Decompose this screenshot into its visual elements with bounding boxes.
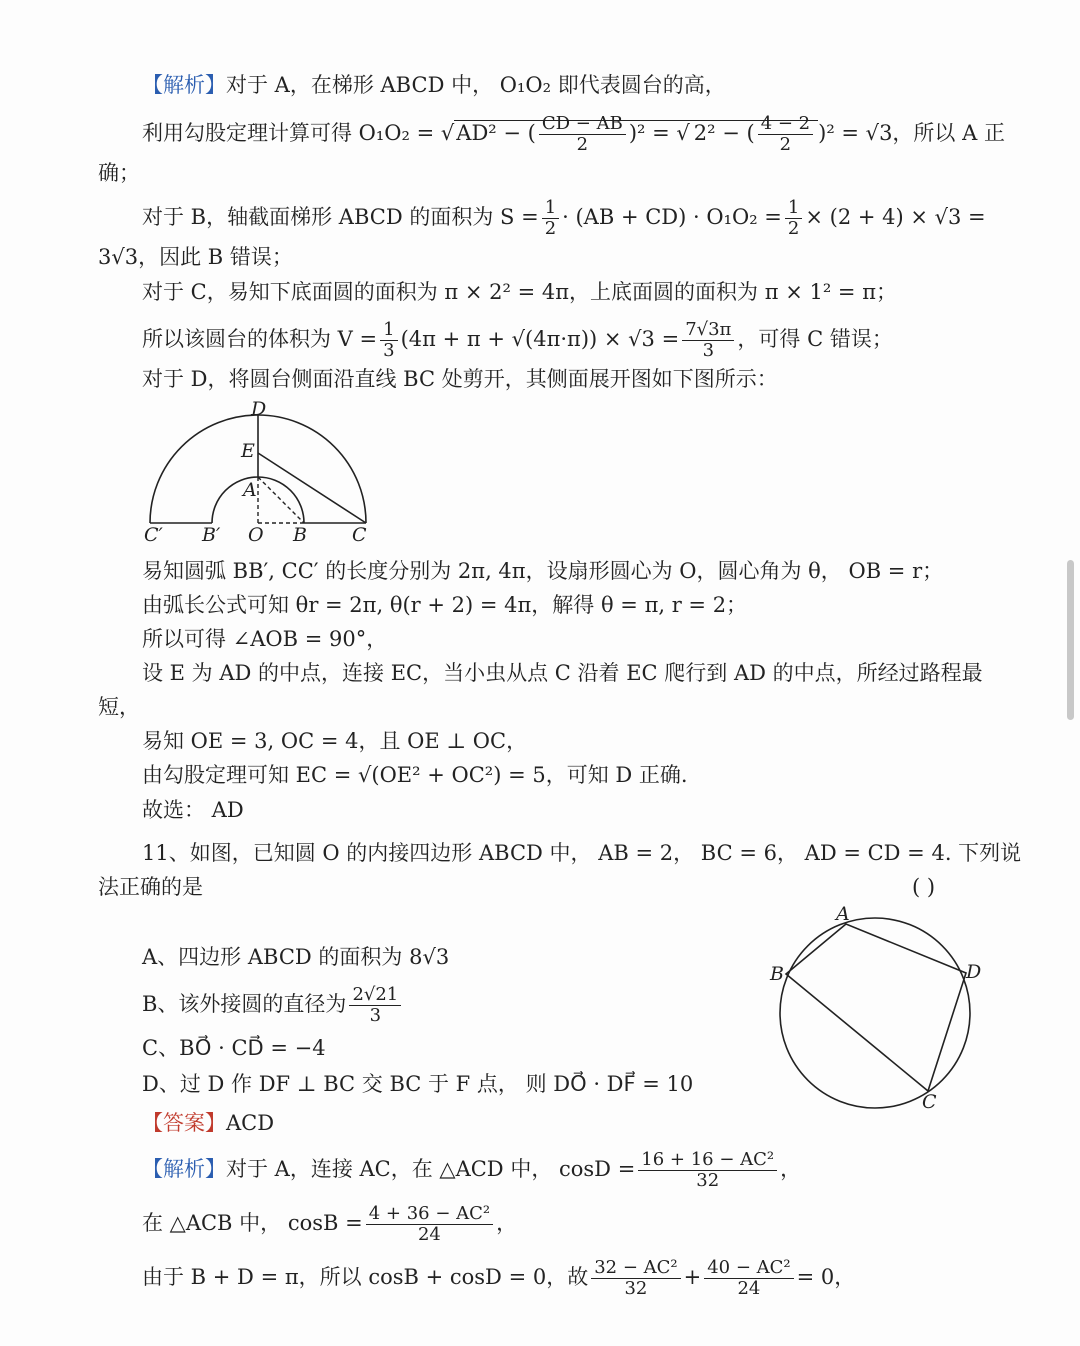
- solution-line-14: 易知 OE = 3, OC = 4，且 OE ⊥ OC，: [142, 729, 528, 753]
- segment-e-c: [258, 453, 366, 523]
- solution-line-10: 由弧长公式可知 θr = 2π, θ(r + 2) = 4π，解得 θ = π, r = 2；: [142, 593, 748, 617]
- solution-q11-line-1: 【解析】对于 A，连接 AC，在 △ACD 中， cosD = $\frac{\text{16 + 16 − AC²}}{32}$ ，: [142, 1149, 802, 1191]
- label-o: O: [248, 524, 264, 546]
- answer-parentheses: ( ): [912, 875, 936, 899]
- option-d: D、过 D 作 DF ⊥ BC 交 BC 于 F 点， 则 DO⃗ · DF⃗ = 10: [142, 1072, 694, 1096]
- solution-line-9: 易知圆弧 BB′, CC′ 的长度分别为 2π, 4π，设扇形圆心为 O，圆心角为 θ， OB = r；: [142, 559, 944, 583]
- analysis-tag: 【解析】: [142, 1157, 226, 1181]
- label-b: B: [293, 524, 307, 546]
- label-c-prime: C′: [144, 524, 163, 546]
- solution-line-15: 由勾股定理可知 EC = √(OE² + OC²) = 5，可知 D 正确.: [142, 763, 688, 787]
- label-c: C: [922, 1091, 937, 1113]
- label-a: A: [836, 903, 850, 925]
- solution-q11-line-2: 在 △ACB 中， cosB = $\frac{\text{4 + 36 − AC²}}{24}$ ，: [142, 1203, 518, 1245]
- answer-line: [142, 1108, 274, 1138]
- solution-q11-line-3: 由于 B + D = π，所以 cosB + cosD = 0，故 $\frac{\text{32 − AC²}}{32}$ + $\frac{\text{40 − AC²}}{24}$ = 0，: [142, 1257, 856, 1299]
- option-b: B、该外接圆的直径为 $\frac{2√21}{3}$: [142, 985, 404, 1026]
- quadrilateral-abcd: [786, 924, 966, 1091]
- label-a: A: [243, 479, 257, 501]
- solution-line-11: 所以可得 ∠AOB = 90°，: [142, 627, 388, 651]
- answer-tag: 【答案】: [142, 1111, 226, 1135]
- solution-line-7: 所以该圆台的体积为 V = $\frac{1}{3}$ (4π + π + √(4π·π)) × √3 = $\frac{7√3\pi}{3}$ ，可得 C 错误；: [142, 319, 893, 361]
- solution-line-3: 确；: [98, 161, 140, 185]
- option-c: C、BO⃗ · CD⃗ = −4: [142, 1036, 326, 1060]
- solution-line-5: 3√3，因此 B 错误；: [98, 245, 293, 269]
- solution-line-2: 利用勾股定理计算可得 O₁O₂ = √AD² − ( $\frac{CD - AB}{2}$ )² = √ 2² − ( $\frac{4 - 2}{2}$ )² = √3，所以 A 正: [142, 113, 1005, 155]
- vertical-scrollbar[interactable]: [1067, 560, 1074, 720]
- label-c: C: [352, 524, 367, 546]
- analysis-tag: 【解析】: [142, 73, 226, 97]
- solution-line-13: 短，: [98, 695, 140, 719]
- circumcircle: [780, 918, 970, 1108]
- label-b-prime: B′: [202, 524, 221, 546]
- solution-line-1: 【解析】对于 A，在梯形 ABCD 中， O₁O₂ 即代表圆台的高，: [142, 73, 726, 97]
- option-a: A、四边形 ABCD 的面积为 8√3: [142, 945, 450, 969]
- label-d: D: [251, 398, 267, 420]
- solution-line-6: 对于 C，易知下底面圆的面积为 π × 2² = 4π，上底面圆的面积为 π × 1² = π；: [142, 280, 898, 304]
- cyclic-quadrilateral-diagram: [760, 900, 990, 1115]
- question-line-2: 法正确的是: [98, 875, 203, 899]
- sector-development-diagram: [130, 395, 390, 555]
- label-e: E: [241, 440, 255, 462]
- answer-value: ACD: [226, 1111, 275, 1135]
- solution-line-16: 故选： AD: [142, 798, 244, 822]
- label-d: D: [966, 961, 982, 983]
- solution-line-12: 设 E 为 AD 的中点，连接 EC，当小虫从点 C 沿着 EC 爬行到 AD 的中点，所经过路程最: [142, 661, 983, 685]
- solution-line-8: 对于 D，将圆台侧面沿直线 BC 处剪开，其侧面展开图如下图所示：: [142, 367, 778, 391]
- question-line-1: 11、如图，已知圆 O 的内接四边形 ABCD 中， AB = 2， BC = 6， AD = CD = 4. 下列说: [142, 841, 1022, 865]
- label-b: B: [770, 963, 784, 985]
- solution-line-4: 对于 B，轴截面梯形 ABCD 的面积为 S = $\frac{1}{2}$ · (AB + CD) · O₁O₂ = $\frac{1}{2}$ × (2 + 4) × √3 =: [142, 197, 986, 239]
